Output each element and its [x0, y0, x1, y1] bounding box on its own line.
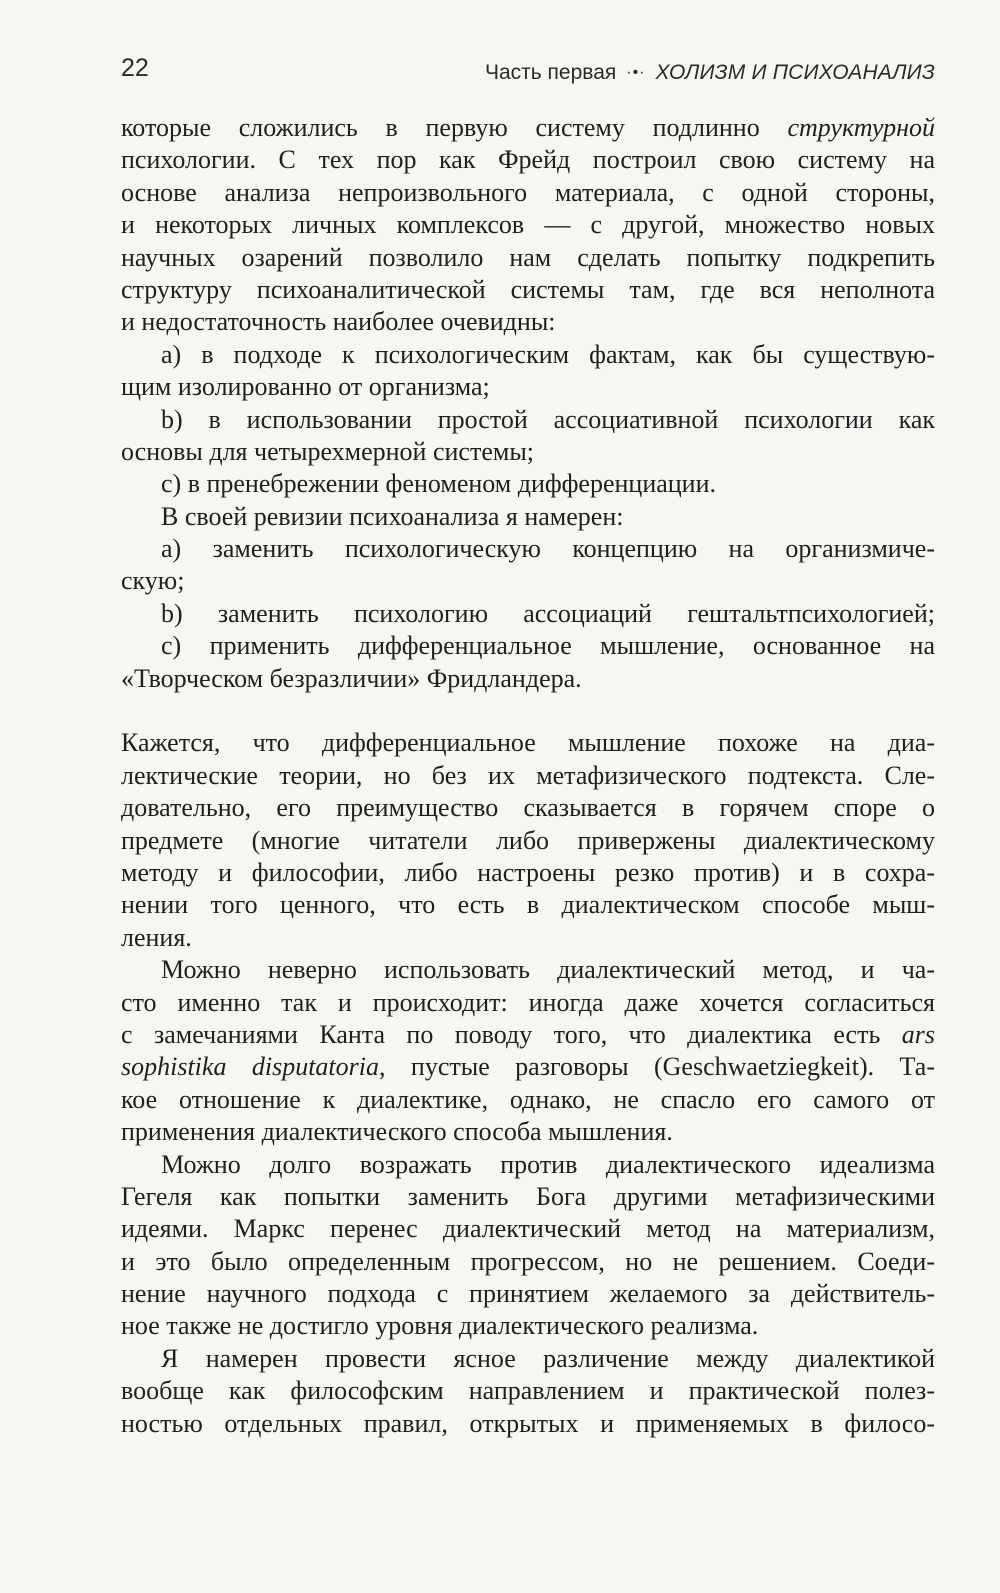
- line-text: В своей ревизии психоанализа я намерен:: [161, 501, 624, 531]
- text-line: [121, 987, 935, 1019]
- line-text: и некоторых личных комплексов — с другой, множество новых: [121, 210, 935, 240]
- line-text: с замечаниями Канта по поводу того, что диалектика есть: [121, 1019, 902, 1049]
- ornament-separator: ·•·: [626, 64, 646, 81]
- list-item-line: [121, 598, 935, 630]
- line-text: Гегеля как попытки заменить Бога другими метафизическими: [121, 1181, 935, 1211]
- text-line: [121, 242, 935, 274]
- line-text: b) заменить психологию ассоциаций гештальтпсихологией;: [161, 598, 935, 628]
- line-text: довательно, его преимущество сказывается в горячем споре о: [121, 793, 935, 823]
- line-text: структуру психоаналитической системы там, где вся неполнота: [121, 274, 935, 304]
- text-line: [121, 436, 935, 468]
- page-number: 22: [121, 54, 149, 82]
- text-line: [121, 1149, 935, 1181]
- text-line: [121, 1181, 935, 1213]
- line-text: научных озарений позволило нам сделать попытку подкрепить: [121, 242, 935, 272]
- running-header: [121, 52, 935, 88]
- line-text: a) заменить психологическую концепцию на организмиче-: [161, 534, 935, 564]
- text-line: [121, 1084, 935, 1116]
- line-text: основе анализа непроизвольного материала, с одной стороны,: [121, 177, 935, 207]
- line-text: щим изолированно от организма;: [121, 372, 490, 402]
- text-line: [121, 177, 935, 209]
- line-text: применения диалектического способа мышления.: [121, 1117, 673, 1147]
- text-line: [121, 144, 935, 176]
- line-text: сто именно так и происходит: иногда даже хочется согласиться: [121, 987, 935, 1017]
- line-text: «Творческом безразличии» Фридландера.: [121, 663, 582, 693]
- line-text: лектические теории, но без их метафизического подтекста. Сле-: [121, 760, 935, 790]
- line-text: кое отношение к диалектике, однако, не спасло его самого от: [121, 1084, 935, 1114]
- text-line: [121, 760, 935, 792]
- text-line: [121, 1116, 935, 1148]
- italic-text: sophistika disputatoria: [121, 1052, 379, 1082]
- line-text: основы для четырехмерной системы;: [121, 436, 535, 466]
- list-item-line: [121, 533, 935, 565]
- line-text: Можно неверно использовать диалектический метод, и ча-: [161, 955, 935, 985]
- text-line: [121, 306, 935, 338]
- list-item-line: [121, 339, 935, 371]
- line-text: и это было определенным прогрессом, но не решением. Соеди-: [121, 1246, 935, 1276]
- text-line: [121, 112, 935, 144]
- text-line: [121, 371, 935, 403]
- line-text: психологии. С тех пор как Фрейд построил свою систему на: [121, 145, 935, 175]
- list-item-line: [121, 404, 935, 436]
- text-line: [121, 1213, 935, 1245]
- line-text: c) применить дифференциальное мышление, основанное на: [161, 631, 935, 661]
- text-line: [121, 889, 935, 921]
- italic-text: структурной: [787, 113, 935, 142]
- line-text: c) в пренебрежении феноменом дифференциации.: [161, 469, 717, 499]
- line-text: Я намерен провести ясное различение между диалектикой: [161, 1343, 935, 1373]
- line-text: идеями. Маркс перенес диалектический метод на материализм,: [121, 1214, 935, 1244]
- text-line: [121, 1310, 935, 1342]
- line-text: ное также не достигло уровня диалектического реализма.: [121, 1311, 759, 1341]
- text-line: [121, 857, 935, 889]
- body-text: [121, 112, 935, 1440]
- text-line: [121, 954, 935, 986]
- line-text: ностью отдельных правил, открытых и применяемых в филосо-: [121, 1408, 935, 1438]
- text-line: [121, 565, 935, 597]
- list-item-line: [121, 630, 935, 662]
- line-text: методу и философии, либо настроены резко против) и в сохра-: [121, 857, 935, 887]
- part-label: Часть первая: [484, 61, 617, 84]
- running-head: [485, 58, 935, 88]
- text-line: [121, 792, 935, 824]
- text-line: [121, 825, 935, 857]
- text-line: [121, 1375, 935, 1407]
- line-text: ления.: [121, 922, 192, 952]
- text-line: [121, 727, 935, 759]
- text-line: [121, 274, 935, 306]
- line-text: a) в подходе к психологическим фактам, как бы существую-: [161, 339, 935, 369]
- italic-text: ars: [901, 1019, 935, 1049]
- text-line: [121, 922, 935, 954]
- text-line: [121, 1019, 935, 1051]
- line-text: которые сложились в первую систему подлинно: [121, 113, 788, 142]
- text-line: [121, 1246, 935, 1278]
- text-line: [121, 1278, 935, 1310]
- line-text: b) в использовании простой ассоциативной психологии как: [161, 404, 935, 434]
- line-text: предмете (многие читатели либо привержены диалектическому: [121, 825, 935, 855]
- line-text: скую;: [121, 566, 185, 596]
- list-item-line: [121, 468, 935, 500]
- line-text: Кажется, что дифференциальное мышление похоже на диа-: [121, 728, 935, 758]
- text-line: [121, 1051, 935, 1083]
- line-text: Можно долго возражать против диалектического идеализма: [161, 1149, 935, 1179]
- text-line: [121, 501, 935, 533]
- text-line: [121, 1343, 935, 1375]
- text-line: [121, 1408, 935, 1440]
- line-text: , пустые разговоры (Geschwaetziegkeit). Та-: [379, 1052, 935, 1082]
- text-line: [121, 663, 935, 695]
- line-text: нение научного подхода с принятием желаемого за действитель-: [121, 1279, 935, 1309]
- line-text: и недостаточность наиболее очевидны:: [121, 307, 556, 337]
- line-text: нении того ценного, что есть в диалектическом способе мыш-: [121, 890, 935, 920]
- chapter-title: ХОЛИЗМ И ПСИХОАНАЛИЗ: [655, 61, 935, 84]
- line-text: вообще как философским направлением и практической полез-: [121, 1376, 935, 1406]
- text-line: [121, 209, 935, 241]
